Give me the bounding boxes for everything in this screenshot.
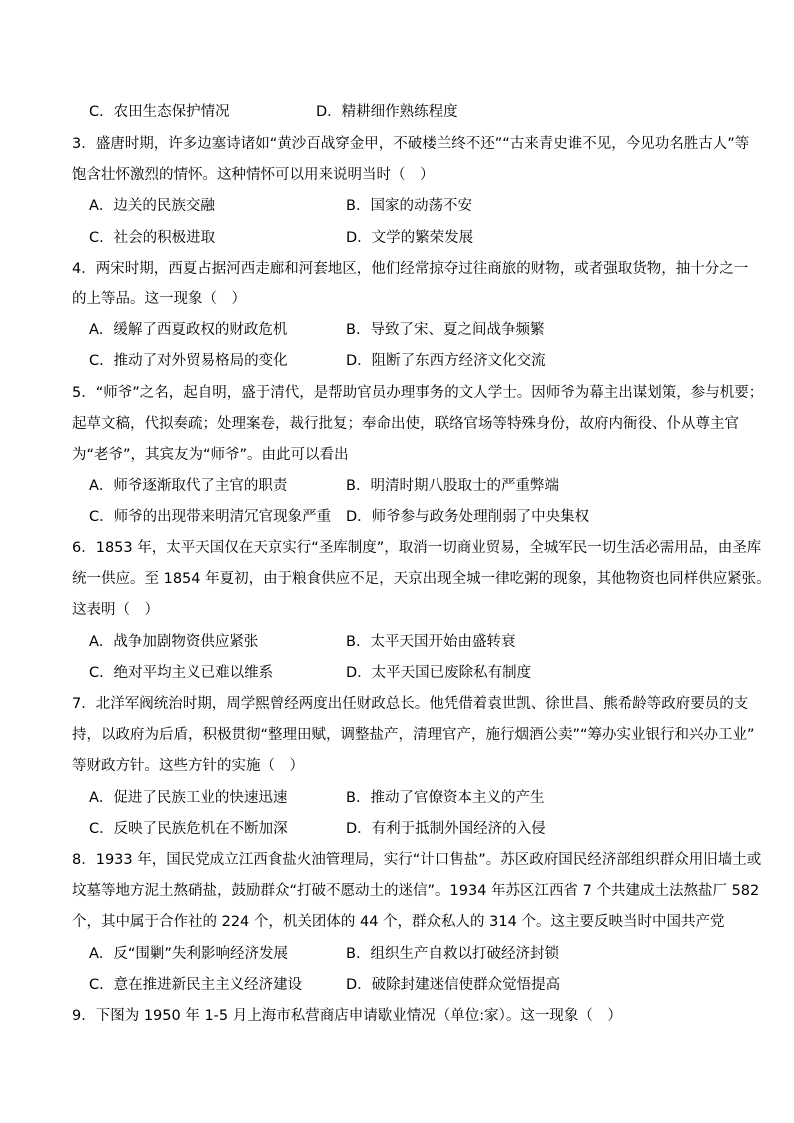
q5-option-a[interactable]: A．师爷逐渐取代了主官的职责 (89, 478, 288, 494)
q8-option-d[interactable]: D．破除封建迷信使群众觉悟提高 (346, 977, 561, 993)
q7-option-b[interactable]: B．推动了官僚资本主义的产生 (346, 790, 545, 806)
q7-option-c[interactable]: C．反映了民族危机在不断加深 (89, 821, 288, 837)
q3-stem-line-1: 3．盛唐时期，许多边塞诗诸如“黄沙百战穿金甲，不破楼兰终不还”“古来青史谁不见，今见功名胜古人”等 (72, 136, 750, 152)
q6-option-b[interactable]: B．太平天国开始由盛转衰 (346, 634, 516, 650)
q7-stem-line-2: 持，以政府为后盾，积极贯彻“整理田赋，调整盐产，清理官产，施行烟酒公卖”“筹办实业银行和兴办工业” (72, 727, 755, 743)
q4-option-b[interactable]: B．导致了宋、夏之间战争频繁 (346, 322, 545, 338)
q4-option-a[interactable]: A．缓解了西夏政权的财政危机 (89, 322, 288, 338)
q7-option-a[interactable]: A．促进了民族工业的快速迅速 (89, 790, 288, 806)
q8-option-b[interactable]: B．组织生产自救以打破经济封锁 (346, 946, 559, 962)
q7-stem-line-3: 等财政方针。这些方针的实施（ ） (72, 758, 304, 774)
q3-option-b[interactable]: B．国家的动荡不安 (346, 198, 472, 214)
q5-stem-line-1: 5．“师爷”之名，起自明，盛于清代，是帮助官员办理事务的文人学士。因师爷为幕主出谋划策，参与机要； (72, 385, 764, 401)
q6-stem-line-2: 统一供应。至 1854 年夏初，由于粮食供应不足，天京出现全城一律吃粥的现象，其他物资也同样供应紧张。 (72, 571, 771, 587)
q4-option-c[interactable]: C．推动了对外贸易格局的变化 (89, 353, 288, 369)
q3-option-c[interactable]: C．社会的积极进取 (89, 230, 216, 246)
q4-stem-line-2: 的上等品。这一现象（ ） (72, 291, 246, 307)
q6-stem-line-3: 这表明（ ） (72, 602, 159, 618)
q2-option-d[interactable]: D．精耕细作熟练程度 (316, 104, 458, 120)
q3-option-d[interactable]: D．文学的繁荣发展 (346, 230, 474, 246)
q4-stem-line-1: 4．两宋时期，西夏占据河西走廊和河套地区，他们经常掠夺过往商旅的财物，或者强取货物，抽十分之一 (72, 261, 749, 277)
q8-stem-line-2: 坟墓等地方泥土熬硝盐，鼓励群众“打破不愿动土的迷信”。1934 年苏区江西省 7 个共建成土法熬盐厂 582 (72, 883, 760, 899)
q7-option-d[interactable]: D．有利于抵制外国经济的入侵 (346, 821, 546, 837)
q3-stem-line-2: 饱含壮怀激烈的情怀。这种情怀可以用来说明当时（ ） (72, 167, 435, 183)
q6-stem-line-1: 6．1853 年，太平天国仅在天京实行“圣库制度”，取消一切商业贸易，全城军民一切生活必需用品，由圣库 (72, 540, 762, 556)
q5-option-d[interactable]: D．师爷参与政务处理削弱了中央集权 (346, 509, 590, 525)
q5-stem-line-3: 为“老爷”，其宾友为“师爷”。由此可以看出 (72, 447, 349, 463)
q5-stem-line-2: 起草文稿，代拟奏疏；处理案卷，裁行批复；奉命出使，联络官场等特殊身份，故府内衙役、仆从尊主官 (72, 416, 739, 432)
q4-option-d[interactable]: D．阻断了东西方经济文化交流 (346, 353, 546, 369)
q6-option-a[interactable]: A．战争加剧物资供应紧张 (89, 634, 259, 650)
q8-stem-line-3: 个，其中属于合作社的 224 个，机关团体的 44 个，群众私人的 314 个。这主要反映当时中国共产党 (72, 914, 725, 930)
q9-stem-line-1: 9．下图为 1950 年 1-5 月上海市私营商店申请歇业情况（单位:家）。这一现象（ ） (72, 1008, 622, 1024)
q3-option-a[interactable]: A．边关的民族交融 (89, 198, 215, 214)
q6-option-c[interactable]: C．绝对平均主义已难以维系 (89, 665, 274, 681)
q8-option-a[interactable]: A．反“围剿”失利影响经济发展 (89, 946, 288, 962)
q8-option-c[interactable]: C．意在推进新民主主义经济建设 (89, 977, 303, 993)
q5-option-b[interactable]: B．明清时期八股取士的严重弊端 (346, 478, 559, 494)
q8-stem-line-1: 8．1933 年，国民党成立江西食盐火油管理局，实行“计口售盐”。苏区政府国民经济部组织群众用旧墙土或 (72, 852, 762, 868)
q7-stem-line-1: 7．北洋军阀统治时期，周学熙曾经两度出任财政总长。他凭借着袁世凯、徐世昌、熊希龄等政府要员的支 (72, 696, 749, 712)
q5-option-c[interactable]: C．师爷的出现带来明清冗官现象严重 (89, 509, 332, 525)
q6-option-d[interactable]: D．太平天国已废除私有制度 (346, 665, 532, 681)
q2-option-c[interactable]: C．农田生态保护情况 (89, 104, 230, 120)
